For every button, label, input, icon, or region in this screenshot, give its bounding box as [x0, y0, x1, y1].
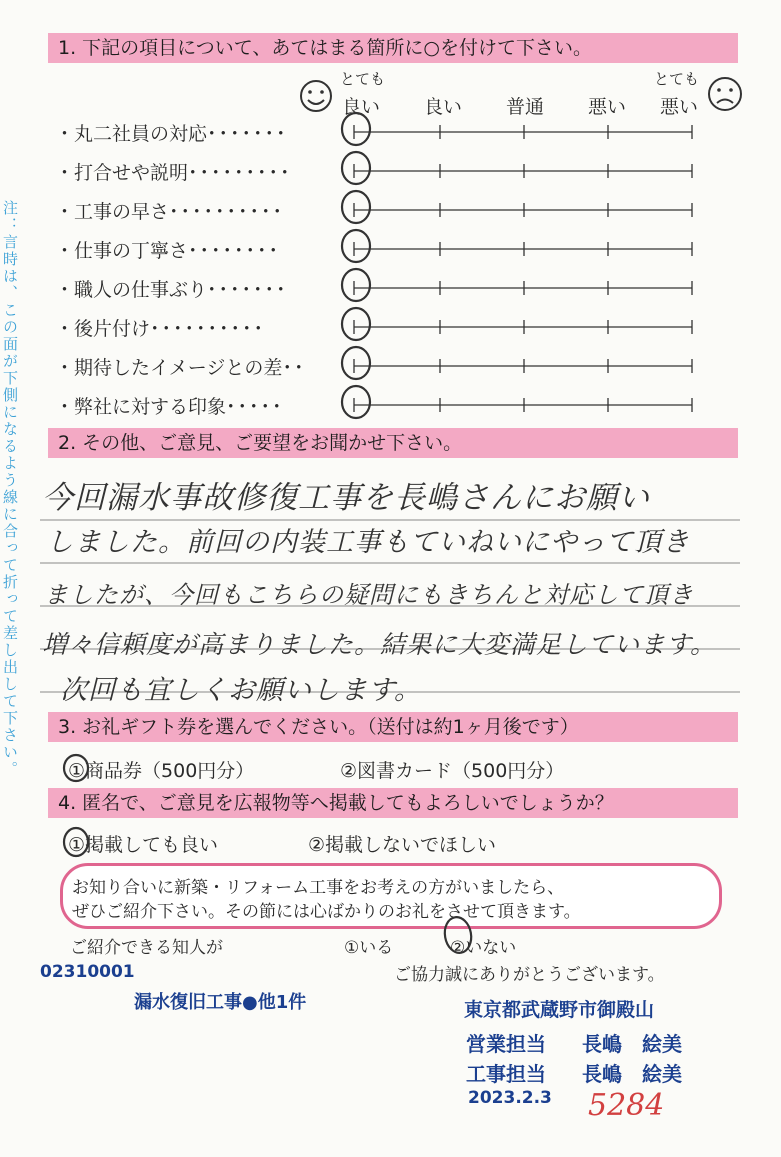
scale-bad: 悪い — [588, 96, 627, 118]
referral-option-yes[interactable]: ①いる — [344, 938, 394, 958]
referral-line-1: お知り合いに新築・リフォーム工事をお考えの方がいましたら、 — [72, 878, 565, 898]
customer-location: 東京都武蔵野市御殿山 — [464, 999, 655, 1021]
referral-option-no[interactable]: ②いない — [450, 938, 517, 958]
scale-very-bad-top: とても — [654, 70, 700, 88]
rating-row-text: ・丸二社員の対応 — [55, 123, 208, 145]
rating-row-dots: ････････ — [188, 240, 281, 262]
sales-rep-label: 営業担当 — [466, 1032, 546, 1056]
work-type: 漏水復旧工事●他1件 — [134, 992, 307, 1013]
scale-very-good-top: とても — [340, 70, 386, 88]
side-instruction-note: 注：言時は、この面が下側になるよう線に合って折って差し出して下さい。 — [1, 200, 19, 778]
rating-row-text: ・工事の早さ — [55, 201, 170, 223]
handwriting-line-2: しました。前回の内装工事もていねいにやって頂き — [46, 527, 690, 558]
rating-row-text: ・弊社に対する印象 — [55, 396, 227, 418]
publish-option-ok[interactable]: ①掲載しても良い — [68, 834, 219, 856]
gift-option-product-voucher[interactable]: ①商品券（500円分） — [68, 760, 255, 782]
date: 2023.2.3 — [468, 1088, 552, 1108]
scale-good: 良い — [424, 96, 463, 118]
rating-row-text: ・期待したイメージとの差 — [55, 357, 283, 379]
rating-row-dots: ･･ — [282, 357, 306, 379]
publish-option-no[interactable]: ②掲載しないでほしい — [308, 834, 497, 856]
sales-rep-name: 長嶋 絵美 — [582, 1032, 682, 1056]
customer-code: 02310001 — [40, 962, 135, 982]
section1-title: 1. 下記の項目について、あてはまる箇所に○を付けて下さい。 — [58, 37, 592, 59]
rating-row-dots: ･･･････ — [207, 123, 288, 145]
rating-row-dots: ･････ — [226, 396, 284, 418]
scale-normal: 普通 — [506, 96, 545, 118]
rating-row-dots: ･･･････ — [207, 279, 288, 301]
construction-rep-label: 工事担当 — [466, 1062, 546, 1086]
construction-rep-name: 長嶋 絵美 — [582, 1062, 682, 1086]
rating-row-text: ・打合せや説明 — [55, 162, 189, 184]
rating-row-text: ・後片付け — [55, 318, 151, 340]
gift-selection-circle — [64, 755, 88, 781]
rating-row-dots: ･･････････ — [169, 201, 285, 223]
handwriting-line-3: ましたが、今回もこちらの疑問にもきちんと対応して頂き — [44, 581, 694, 609]
gift-option-book-card[interactable]: ②図書カード（500円分） — [340, 760, 565, 782]
referral-question: ご紹介できる知人が — [70, 938, 223, 958]
handwriting-line-1: 今回漏水事故修復工事を長嶋さんにお願い — [42, 480, 650, 516]
rating-row-dots: ･････････ — [188, 162, 292, 184]
section4-title: 4. 匿名で、ご意見を広報物等へ掲載してもよろしいでしょうか？ — [58, 792, 614, 814]
handwriting-line-5: 次回も宜しくお願いします。 — [60, 675, 422, 706]
page-number: 5284 — [588, 1088, 665, 1123]
rating-row-text: ・仕事の丁寧さ — [55, 240, 189, 262]
scale-very-good: 良い — [342, 96, 381, 118]
referral-selection-circle — [442, 915, 474, 955]
rating-row-text: ・職人の仕事ぶり — [55, 279, 208, 301]
handwriting-line-4: 増々信頼度が高まりました。結果に大変満足しています。 — [42, 630, 717, 659]
scale-very-bad: 悪い — [660, 96, 699, 118]
rating-row-dots: ･･････････ — [150, 318, 266, 340]
section2-title: 2. その他、ご意見、ご要望をお聞かせ下さい。 — [58, 432, 463, 454]
publish-selection-circle — [64, 828, 88, 856]
thanks-message: ご協力誠にありがとうございます。 — [394, 965, 665, 985]
referral-line-2: ぜひご紹介下さい。その節には心ばかりのお礼をさせて頂きます。 — [72, 902, 581, 922]
section3-title: 3. お礼ギフト券を選んでください。（送付は約1ヶ月後です） — [58, 716, 579, 738]
